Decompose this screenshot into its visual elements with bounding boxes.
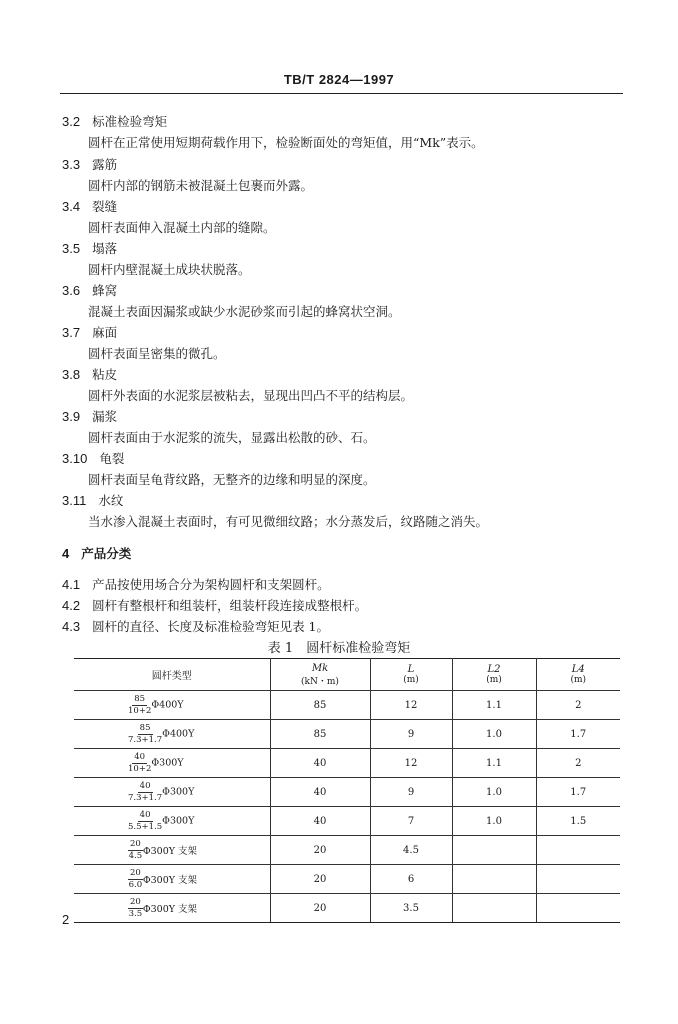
cell-l2 xyxy=(452,894,536,923)
cell-mk: 85 xyxy=(270,691,370,720)
def-3-9-heading xyxy=(62,407,117,425)
col-header-l4: L4 (m) xyxy=(536,659,620,691)
def-3-3-desc: 圆杆内部的钢筋未被混凝土包裹而外露。 xyxy=(88,178,314,193)
cell-type: $\frac{85}{10+2}$ Φ400Y xyxy=(74,691,270,720)
cell-mk: 40 xyxy=(270,778,370,807)
def-number: 3.6 xyxy=(62,283,81,298)
def-3-5-desc: 圆杆内壁混凝土成块状脱落。 xyxy=(88,262,251,277)
cell-mk: 20 xyxy=(270,894,370,923)
cell-l4: 2 xyxy=(536,691,620,720)
item-4-1 xyxy=(62,575,330,593)
cell-l2: 1.0 xyxy=(452,778,536,807)
def-3-7-desc: 圆杆表面呈密集的微孔。 xyxy=(88,346,226,361)
page-number: 2 xyxy=(62,912,70,927)
item-text: 圆杆的直径、长度及标准检验弯矩见表 1。 xyxy=(92,619,330,634)
def-number: 3.9 xyxy=(62,409,81,424)
def-number: 3.3 xyxy=(62,157,81,172)
col-header-l: L (m) xyxy=(370,659,452,691)
def-3-5-heading xyxy=(62,239,117,257)
item-text: 圆杆有整根杆和组装杆，组装杆段连接成整根杆。 xyxy=(92,598,368,613)
def-term: 粘皮 xyxy=(92,367,118,382)
cell-l: 9 xyxy=(370,778,452,807)
cell-l4: 1.7 xyxy=(536,720,620,749)
cell-l4: 2 xyxy=(536,749,620,778)
cell-mk: 85 xyxy=(270,720,370,749)
section-4-heading xyxy=(62,544,131,562)
cell-l2: 1.0 xyxy=(452,720,536,749)
cell-l2: 1.0 xyxy=(452,807,536,836)
cell-mk: 40 xyxy=(270,749,370,778)
table-row xyxy=(74,865,620,894)
cell-l: 7 xyxy=(370,807,452,836)
item-number: 4.2 xyxy=(62,598,81,613)
def-3-9-desc: 圆杆表面由于水泥浆的流失，显露出松散的砂、石。 xyxy=(88,430,376,445)
cell-type: $\frac{40}{5.5+1.5}$ Φ300Y xyxy=(74,807,270,836)
def-3-6-desc: 混凝土表面因漏浆或缺少水泥砂浆而引起的蜂窝状空洞。 xyxy=(88,304,401,319)
def-3-2-desc: 圆杆在正常使用短期荷载作用下，检验断面处的弯矩值，用“Mk”表示。 xyxy=(88,135,484,150)
section-title: 产品分类 xyxy=(81,546,132,561)
item-number: 4.3 xyxy=(62,619,81,634)
def-number: 3.8 xyxy=(62,367,81,382)
def-3-6-heading xyxy=(62,281,117,299)
cell-type: $\frac{20}{3.5}$ Φ300Y 支架 xyxy=(74,894,270,923)
def-term: 裂缝 xyxy=(92,199,118,214)
def-3-11-desc: 当水渗入混凝土表面时，有可见微细纹路；水分蒸发后，纹路随之消失。 xyxy=(88,514,489,529)
def-3-8-desc: 圆杆外表面的水泥浆层被粘去，显现出凹凸不平的结构层。 xyxy=(88,388,414,403)
cell-l: 4.5 xyxy=(370,836,452,865)
def-term: 水纹 xyxy=(98,493,124,508)
def-number: 3.5 xyxy=(62,241,81,256)
def-number: 3.11 xyxy=(62,493,87,508)
def-term: 标准检验弯矩 xyxy=(92,114,168,129)
def-term: 麻面 xyxy=(92,325,118,340)
item-text: 产品按使用场合分为架构圆杆和支架圆杆。 xyxy=(92,577,330,592)
def-3-7-heading xyxy=(62,323,117,341)
col-header-l2: L2 (m) xyxy=(452,659,536,691)
def-term: 漏浆 xyxy=(92,409,118,424)
item-number: 4.1 xyxy=(62,577,81,592)
cell-type: $\frac{20}{6.0}$ Φ300Y 支架 xyxy=(74,865,270,894)
cell-l: 12 xyxy=(370,749,452,778)
def-3-4-desc: 圆杆表面伸入混凝土内部的缝隙。 xyxy=(88,220,276,235)
page-header: TB/T 2824—1997 xyxy=(283,72,395,87)
def-number: 3.7 xyxy=(62,325,81,340)
def-3-3-heading xyxy=(62,155,117,173)
cell-type: $\frac{40}{7.3+1.7}$ Φ300Y xyxy=(74,778,270,807)
def-number: 3.2 xyxy=(62,114,81,129)
cell-type: $\frac{40}{10+2}$ Φ300Y xyxy=(74,749,270,778)
cell-l2: 1.1 xyxy=(452,691,536,720)
header-rule xyxy=(60,93,623,94)
cell-mk: 20 xyxy=(270,836,370,865)
cell-l: 6 xyxy=(370,865,452,894)
table-row xyxy=(74,749,620,778)
bending-moment-table xyxy=(74,658,620,923)
item-4-2 xyxy=(62,596,367,614)
cell-l: 12 xyxy=(370,691,452,720)
cell-l2: 1.1 xyxy=(452,749,536,778)
table-header-row xyxy=(74,659,620,691)
cell-l4 xyxy=(536,894,620,923)
def-number: 3.4 xyxy=(62,199,81,214)
def-3-11-heading xyxy=(62,491,123,509)
def-term: 塌落 xyxy=(92,241,118,256)
section-number: 4 xyxy=(62,546,70,561)
table-row xyxy=(74,894,620,923)
def-3-10-desc: 圆杆表面呈龟背纹路，无整齐的边缘和明显的深度。 xyxy=(88,472,376,487)
cell-l2 xyxy=(452,836,536,865)
cell-mk: 20 xyxy=(270,865,370,894)
def-3-8-heading xyxy=(62,365,117,383)
col-header-type: 圆杆类型 xyxy=(74,659,270,691)
def-term: 蜂窝 xyxy=(92,283,118,298)
def-term: 龟裂 xyxy=(99,451,125,466)
def-3-4-heading xyxy=(62,197,117,215)
def-number: 3.10 xyxy=(62,451,88,466)
table-row xyxy=(74,691,620,720)
col-header-mk: Mk (kN・m) xyxy=(270,659,370,691)
def-term: 露筋 xyxy=(92,157,118,172)
cell-type: $\frac{20}{4.5}$ Φ300Y 支架 xyxy=(74,836,270,865)
cell-mk: 40 xyxy=(270,807,370,836)
table-caption: 表 1 圆杆标准检验弯矩 xyxy=(267,641,411,656)
cell-l2 xyxy=(452,865,536,894)
cell-l4 xyxy=(536,865,620,894)
item-4-3 xyxy=(62,617,329,635)
cell-type: $\frac{85}{7.3+1.7}$ Φ400Y xyxy=(74,720,270,749)
def-3-2-heading xyxy=(62,112,167,130)
cell-l4: 1.5 xyxy=(536,807,620,836)
table-row xyxy=(74,778,620,807)
cell-l4 xyxy=(536,836,620,865)
cell-l4: 1.7 xyxy=(536,778,620,807)
table-row xyxy=(74,836,620,865)
def-3-10-heading xyxy=(62,449,124,467)
table-row xyxy=(74,720,620,749)
cell-l: 9 xyxy=(370,720,452,749)
table-row xyxy=(74,807,620,836)
cell-l: 3.5 xyxy=(370,894,452,923)
